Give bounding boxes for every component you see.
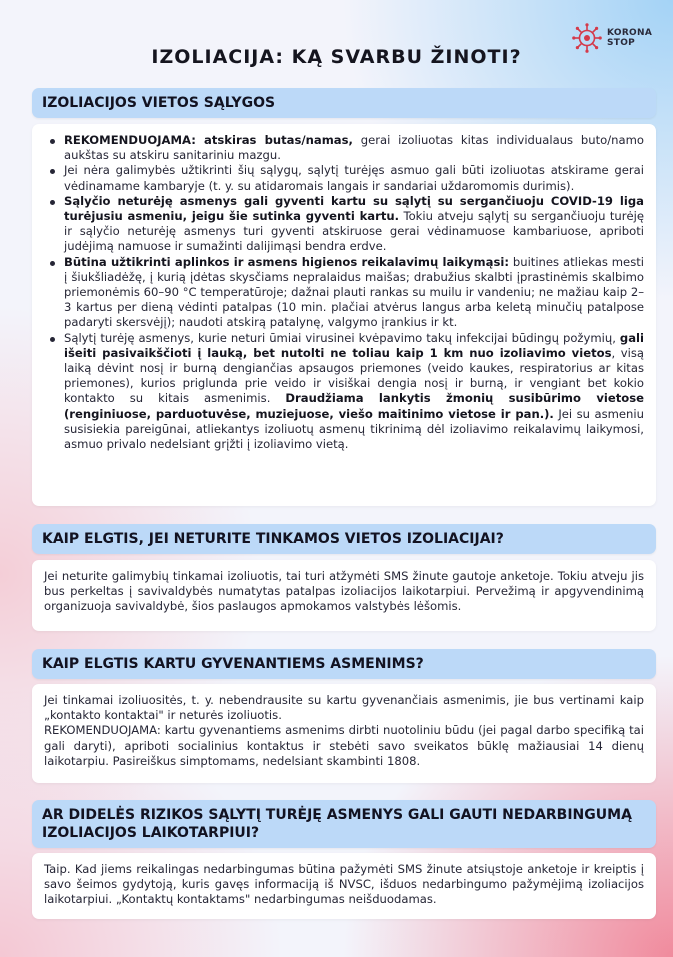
section-paragraph: REKOMENDUOJAMA: kartu gyvenantiems asmenims dirbti nuotoliniu būdu (jei pagal darbo specifiką tai gali daryti), apriboti socialinius kontaktus ir stebėti savo sveikatos būklę mažiausiai 14 dienų laikotarpiu. Pasireiškus simptomams, nedelsiant skambinti 1808.: [44, 723, 644, 768]
logo-text-line1: KORONA: [607, 28, 653, 38]
bullet-text: Jei nėra galimybės užtikrinti šių sąlygų, sąlytį turėjęs asmuo gali būti izoliuotas atskirame gerai vėdinamame kambaryje (t. y. su atidaromais langais ir sandariai uždaromomis durimis).: [64, 163, 644, 193]
bullet-text: Jei su asmeniu susisiekia pareigūnai, atliekantys izoliuotų asmenų tikrinimą dėl izoliavimo reikalavimų laikymosi, asmuo privalo nedelsiant grįžti į izoliavimo vietą.: [64, 406, 644, 452]
section-paragraph: Jei neturite galimybių tinkamai izoliuotis, tai turi atžymėti SMS žinute gautoje anketoje. Tokiu atveju jis bus perkeltas į savivaldybės numatytas patalpas izoliacijos laikotarpiui. Pervežimą ir apgyvendinimą organizuoja savivaldybė, šios paslaugos apmokamos valstybės lėšomis.: [44, 569, 644, 614]
section-paragraph: Taip. Kad jiems reikalingas nedarbingumas būtina pažymėti SMS žinute atsiųstoje anketoje ir kreiptis į savo šeimos gydytoją, kuris gavęs informaciją iš NVSC, išduos nedarbingumo pažymėjimą izoliacijos laikotarpiui. „Kontaktų kontaktams" nedarbingumas neišduodamas.: [44, 862, 644, 907]
list-item: [44, 133, 644, 163]
bullet-text: , visą laiką dėvint nosį ir burną dengiančias apsaugos priemones (veido kaukes, respiratorius ar kitas priemones), kurios priglunda prie veido ir visiškai dengia nosį ir burną, ir vengiant bet kokio kontakto su kitais asmenimis.: [64, 345, 644, 406]
bullet-text-bold: Draudžiama lankytis žmonių susibūrimo vietose (renginiuose, parduotuvėse, muziejuose, viešo maitinimo vietose ir pan.).: [64, 391, 645, 421]
section-card-household-members: [32, 684, 656, 783]
logo-text-line2: STOP: [607, 38, 636, 48]
list-item: [44, 163, 644, 193]
list-item: [44, 255, 644, 331]
bullet-text: buitines atliekas mesti į šiukšliadėžę, į kurią įdėtas skysčiams nepralaidus maišas; drabužius skalbti įprastinėmis skalbimo priemonėmis 60–90 °C temperatūroje; dažnai plauti rankas su muilu ir vandeniu; ne mažiau kaip 2–3 kartus per dieną vėdinti patalpas (10 min. plačiai atvėrus langus arba keletą minučių patalpose padaryti skersvėjį); naudoti atskirą patalynę, valgymo įrankius ir kt.: [64, 254, 644, 330]
section-header-sick-leave: AR DIDELĖS RIZIKOS SĄLYTĮ TURĖJĘ ASMENYS GALI GAUTI NEDARBINGUMĄ IZOLIACIJOS LAIKOTARPIUI?: [32, 800, 656, 848]
bullet-list: [44, 133, 644, 452]
section-card-sick-leave: [32, 853, 656, 919]
section-paragraph: Jei tinkamai izoliuositės, t. y. nebendrausite su kartu gyvenančiais asmenimis, jie bus vertinami kaip „kontakto kontaktai" ir neturės izoliuotis.: [44, 693, 644, 723]
section-header-household-members: KAIP ELGTIS KARTU GYVENANTIEMS ASMENIMS?: [32, 649, 656, 679]
list-item: [44, 194, 644, 255]
bullet-text-bold: REKOMENDUOJAMA: atskiras butas/namas,: [64, 133, 353, 147]
section-card-isolation-conditions: [32, 124, 656, 506]
bullet-text: gerai izoliuotas kitas individualaus buto/namo aukštas su atskiru sanitariniu mazgu.: [64, 133, 644, 163]
bullet-text-bold: Sąlyčio neturėję asmenys gali gyventi kartu su sąlytį su sergančiuoju COVID-19 liga turėjusiu asmeniu, jeigu šie sutinka gyventi kartu.: [64, 193, 644, 224]
bullet-text-bold: gali išeiti pasivaikščioti į lauką, bet nutolti ne toliau kaip 1 km nuo izoliavimo vietos: [64, 330, 644, 360]
bullet-text-bold: Būtina užtikrinti aplinkos ir asmens higienos reikalavimų laikymąsi:: [64, 254, 509, 269]
section-card-no-suitable-place: [32, 560, 656, 631]
section-header-isolation-conditions: IZOLIACIJOS VIETOS SĄLYGOS: [32, 88, 656, 118]
list-item: [44, 331, 644, 453]
page-title: IZOLIACIJA: KĄ SVARBU ŽINOTI?: [151, 46, 522, 68]
section-header-no-suitable-place: KAIP ELGTIS, JEI NETURITE TINKAMOS VIETOS IZOLIACIJAI?: [32, 524, 656, 554]
bullet-text: Sąlytį turėję asmenys, kurie neturi ūmiai virusinei kvėpavimo takų infekcijai būdingų požymių,: [64, 330, 620, 345]
bullet-text: Tokiu atveju sąlytį su sergančiuoju turėję ir sąlyčio neturėję asmenys turi gyventi atskiruose gerai vėdinamuose kambariuose, apriboti judėjimą namuose ir sumažinti dalijimąsi bendra erdve.: [64, 209, 644, 254]
